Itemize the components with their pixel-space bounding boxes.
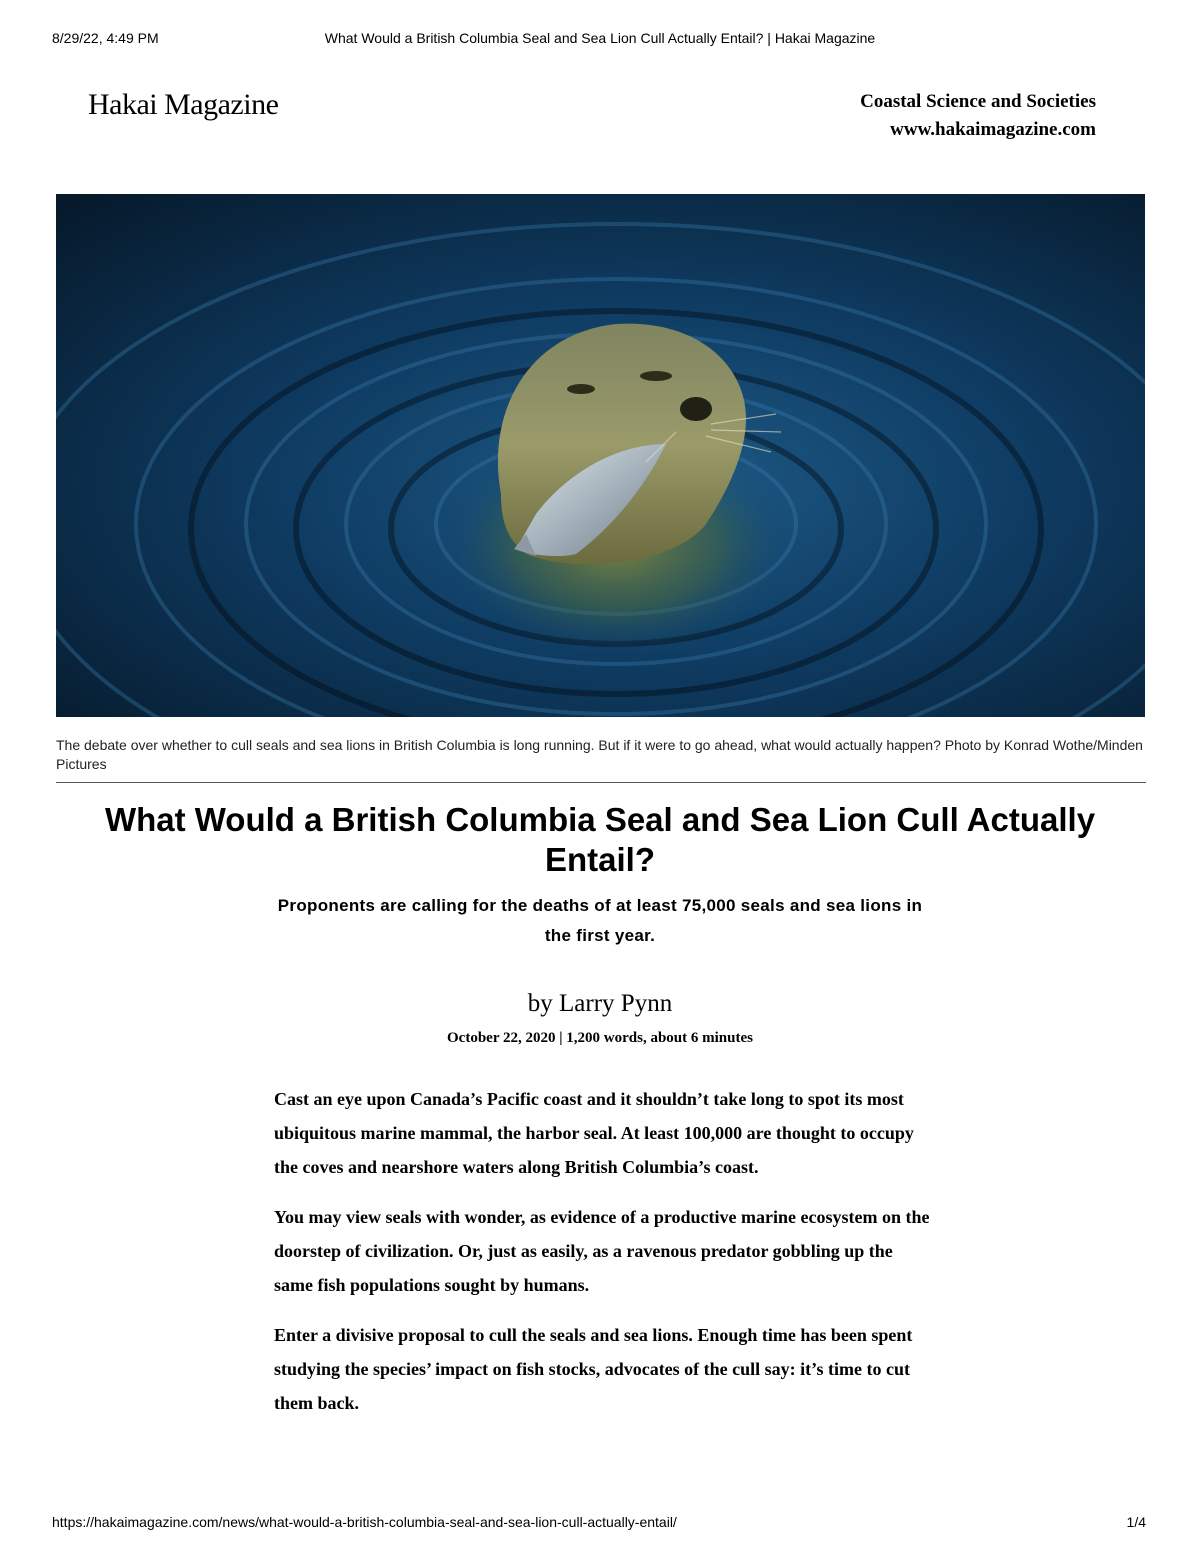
masthead-info <box>860 88 1096 144</box>
print-page-title: What Would a British Columbia Seal and Sea Lion Cull Actually Entail? | Hakai Magazine <box>324 30 876 46</box>
print-url: https://hakaimagazine.com/news/what-would-a-british-columbia-seal-and-sea-lion-cull-actually-entail/ <box>52 1514 677 1530</box>
article-meta: October 22, 2020 | 1,200 words, about 6 minutes <box>447 1030 753 1046</box>
body-paragraph: You may view seals with wonder, as evidence of a productive marine ecosystem on the doorstep of civilization. Or, just as easily, as a ravenous predator gobbling up the same fish populations sought by humans. <box>274 1207 930 1295</box>
body-paragraph: Cast an eye upon Canada’s Pacific coast and it shouldn’t take long to spot its most ubiquitous marine mammal, the harbor seal. At least 100,000 are thought to occupy the coves and nearshore waters along British Columbia’s coast. <box>274 1089 914 1177</box>
site-tagline: Coastal Science and Societies <box>860 91 1096 112</box>
site-logo[interactable]: Hakai Magazine <box>88 88 279 121</box>
article-body <box>274 1082 934 1436</box>
article-headline: What Would a British Columbia Seal and Sea Lion Cull Actually Entail? <box>104 801 1096 878</box>
divider <box>56 782 1146 783</box>
body-paragraph: Enter a divisive proposal to cull the seals and sea lions. Enough time has been spent studying the species’ impact on fish stocks, advocates of the cull say: it’s time to cut them back. <box>274 1325 913 1413</box>
print-datetime: 8/29/22, 4:49 PM <box>52 30 159 46</box>
article-dek: Proponents are calling for the deaths of at least 75,000 seals and sea lions in the first year. <box>277 896 923 945</box>
hero-image <box>56 194 1145 717</box>
site-url[interactable]: www.hakaimagazine.com <box>890 119 1096 140</box>
print-page-number: 1/4 <box>1126 1514 1146 1530</box>
hero-caption: The debate over whether to cull seals and sea lions in British Columbia is long running. But if it were to go ahead, what would actually happen? Photo by Konrad Wothe/Minden Pictures <box>56 737 1143 772</box>
article-byline: by Larry Pynn <box>527 990 673 1017</box>
